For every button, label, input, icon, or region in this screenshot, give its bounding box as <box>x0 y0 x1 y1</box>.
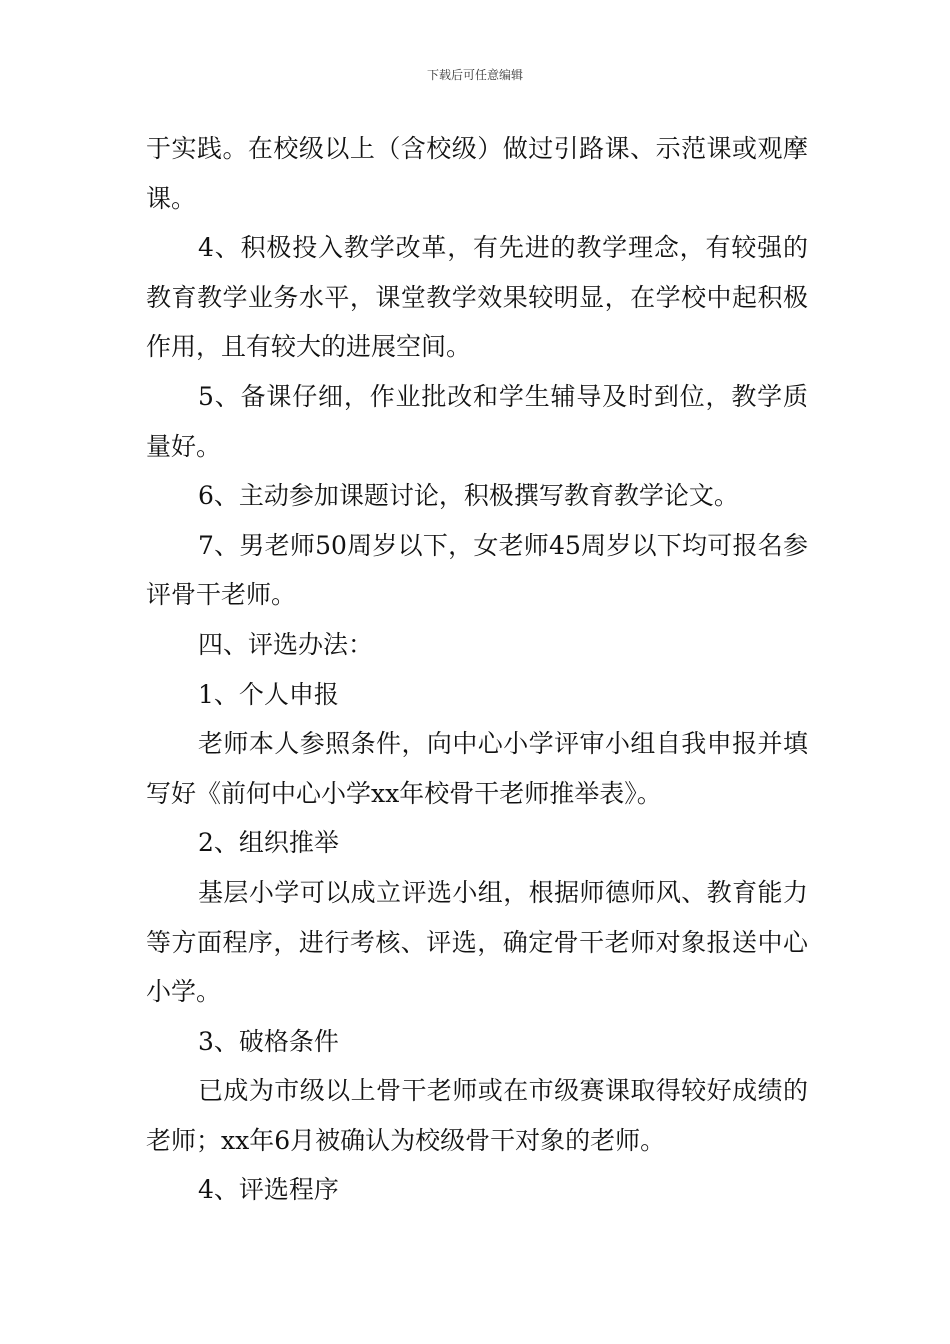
section-heading: 四、评选办法： <box>198 629 374 659</box>
paragraph: 5、备课仔细，作业批改和学生辅导及时到位，教学质量好。 <box>146 381 808 461</box>
paragraph: 老师本人参照条件，向中心小学评审小组自我申报并填写好《前何中心小学xx年校骨干老师推举表》。 <box>146 729 808 808</box>
paragraph: 4、积极投入教学改革，有先进的教学理念，有较强的教育教学业务水平，课堂教学效果较明显，在学校中起积极作用，且有较大的进展空间。 <box>146 233 808 362</box>
subsection-heading: 2、组织推举 <box>198 828 339 858</box>
paragraph: 7、男老师50周岁以下，女老师45周岁以下均可报名参评骨干老师。 <box>146 530 808 610</box>
document-body <box>146 124 808 1215</box>
subsection-heading: 1、个人申报 <box>198 679 339 709</box>
paragraph: 基层小学可以成立评选小组，根据师德师风、教育能力等方面程序，进行考核、评选，确定骨干老师对象报送中心小学。 <box>146 877 808 1007</box>
subsection-heading: 3、破格条件 <box>198 1026 339 1056</box>
paragraph: 6、主动参加课题讨论，积极撰写教育教学论文。 <box>198 481 739 511</box>
page-header-note: 下载后可任意编辑 <box>426 68 523 82</box>
subsection-heading: 4、评选程序 <box>198 1175 339 1205</box>
paragraph: 于实践。在校级以上（含校级）做过引路课、示范课或观摩课。 <box>146 134 808 213</box>
paragraph: 已成为市级以上骨干老师或在市级赛课取得较好成绩的老师；xx年6月被确认为校级骨干对象的老师。 <box>146 1076 808 1155</box>
